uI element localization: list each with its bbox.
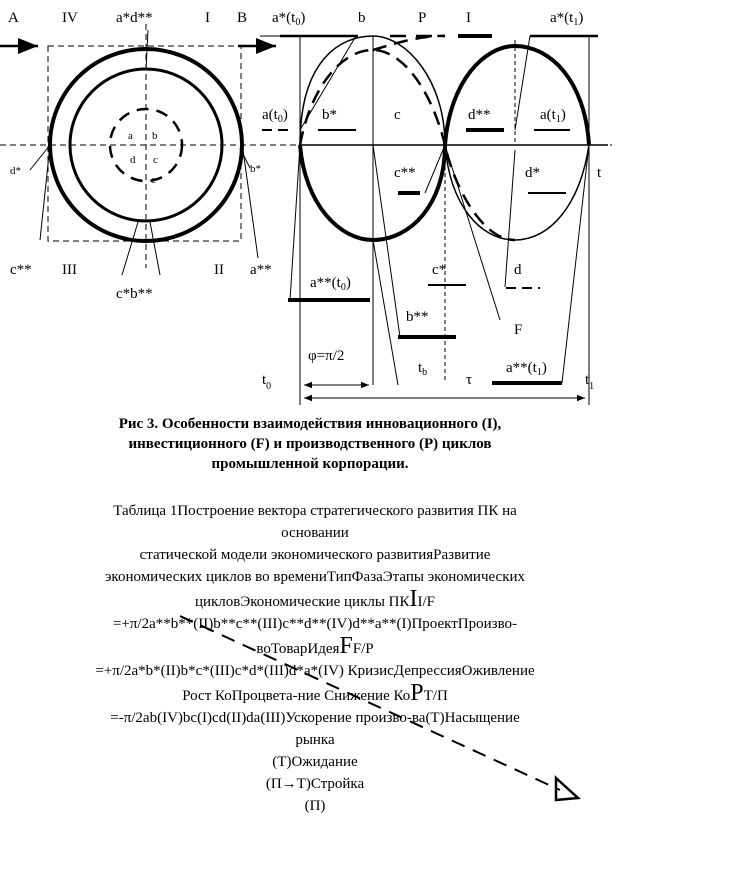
table-line: (T)Ожидание [272, 754, 358, 770]
label-a-inner: a [128, 130, 133, 142]
label-b-star-right: b* [250, 163, 261, 175]
label-a-starstar-t1: $a**(t_1)$ [506, 360, 547, 378]
figure-diagram [0, 0, 734, 410]
label-c-mid: c [394, 107, 401, 123]
label-P: P [418, 10, 427, 26]
label-d-inner: d [130, 154, 136, 166]
label-a-starstar: a** [250, 262, 272, 278]
label-II: II [214, 262, 224, 278]
label-phi: φ=π/2 [308, 348, 345, 364]
label-tau: τ [466, 372, 473, 388]
label-I: I [205, 10, 210, 26]
label-III: III [62, 262, 77, 278]
caption-line: Рис 3. Особенности взаимодействия инновационного (I), [118, 416, 502, 432]
label-I-wave: I [466, 10, 471, 26]
label-tb: $t_b$ [418, 360, 428, 378]
label-b-star: b* [322, 107, 337, 123]
caption-line: промышленной корпорации. [211, 456, 409, 472]
table-line: цикловЭкономические циклы ПКII/F [194, 586, 436, 612]
label-d-star-left: d* [10, 165, 21, 177]
table-line: воТоварИдеяFF/P [256, 633, 374, 659]
label-b-top: b [358, 10, 366, 26]
caption-line: инвестиционного (F) и производственного (P) циклов [128, 436, 492, 452]
label-c-starstar-mid: c** [394, 165, 416, 181]
table-line: Таблица 1Построение вектора стратегического развития ПК на [113, 503, 517, 519]
table-line: (П→T)Стройка [265, 776, 365, 792]
wave-dashed [300, 36, 515, 240]
label-c-inner: c [153, 154, 158, 166]
label-A: A [8, 10, 19, 26]
table-line: основании [281, 525, 349, 541]
label-B: B [237, 10, 248, 26]
label-t0: $t_0$ [262, 372, 272, 392]
figure-caption [40, 414, 580, 474]
label-IV: IV [62, 10, 78, 26]
label-d-lower: d [514, 262, 522, 278]
label-at1: $a(t_1)$ [540, 107, 566, 125]
table-line: =+π/2a**b**(II)b**c**(III)c**d**(IV)d**a**(I)ПроектПроизво- [112, 616, 518, 632]
label-d-star-mid: d* [525, 165, 540, 181]
phase-circle-diagram [0, 24, 612, 275]
table-line: =-π/2ab(IV)bc(I)cd(II)da(III)Ускорение произво-ва(T)Насыщение [110, 710, 520, 726]
label-a-starstar-t0: $a**(t_0)$ [310, 275, 351, 293]
label-c-starstar-left: c** [10, 262, 32, 278]
table-line: рынка [295, 732, 335, 748]
label-b-inner: b [152, 130, 158, 142]
label-b-starstar: b** [406, 309, 429, 325]
table-line: экономических циклов во времениТипФазаЭтапы экономических [104, 569, 526, 585]
label-t1: $t_1$ [585, 372, 595, 392]
table-line: (П) [304, 798, 326, 814]
label-ad: a*d** [116, 10, 153, 26]
label-d-starstar: d** [468, 107, 491, 123]
table-1-text [20, 500, 610, 817]
label-t-axis: t [597, 165, 602, 181]
table-line: Рост КоПроцвета-ние Снижение КоPT/П [182, 680, 448, 706]
label-at0-star: $a*(t_0)$ [272, 10, 306, 28]
label-c-bottom: c [151, 174, 156, 186]
figure-labels [8, 10, 602, 392]
label-at0: $a(t_0)$ [262, 107, 288, 125]
label-cb: c*b** [116, 286, 153, 302]
table-line: =+π/2a*b*(II)b*c*(III)c*d*(III)d*a*(IV) КризисДепрессияОживление [95, 663, 535, 679]
label-c-star: c* [432, 262, 447, 278]
label-at1-star: $a*(t_1)$ [550, 10, 584, 28]
label-F: F [514, 322, 523, 338]
table-line: статической модели экономического развитияРазвитие [139, 547, 491, 563]
